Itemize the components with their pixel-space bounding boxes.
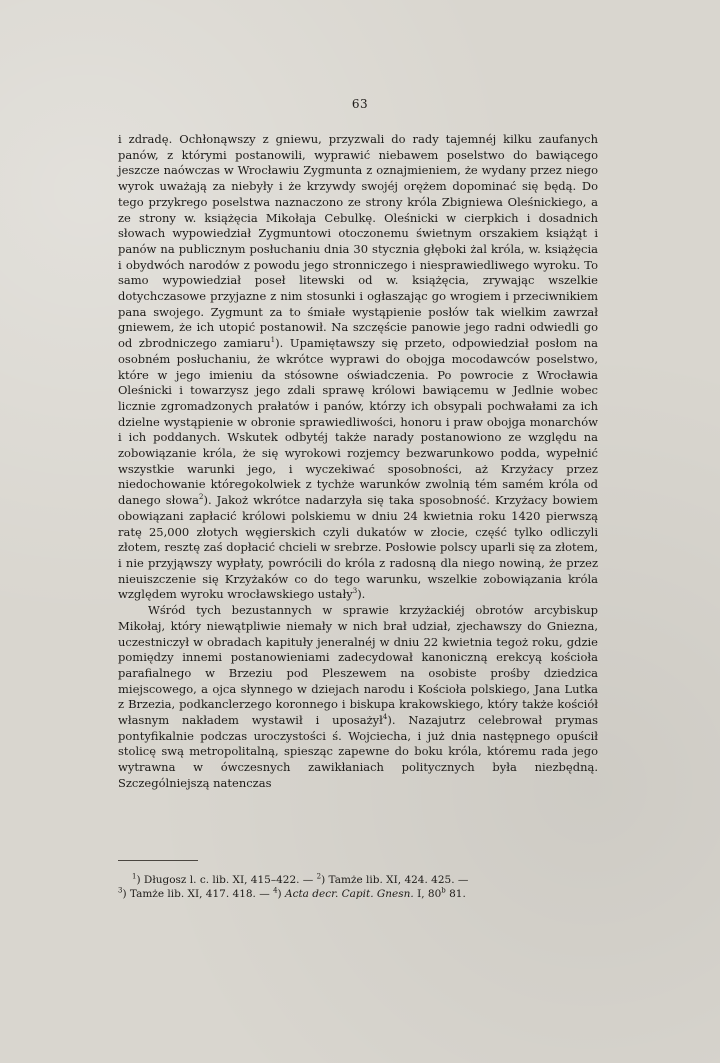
footnote-2-marker: 2 — [316, 872, 322, 881]
paragraph-1-text-2: ). Upamiętawszy się przeto, odpowiedział posłom na osobném posłuchaniu, że wkrótce wyprawi do obojga mocodawców poselstwo, które w jego imieniu da stósowne oświadczenia. Po powrocie z Wrocławia Oleśnicki i towarzysz jego zdali sprawę królowi bawiącemu w Jedlnie wobec licznie zgromadzonych prałatów i panów, którzy ich obsypali pochwałami za ich dzielne wystąpienie w obronie sprawiedliwości, honoru i praw obojga monarchów i ich poddanych. Wskutek odbytéj także narady postanowiono ze względu na zobowiązanie króla, że się wyrokowi rozjemcy bezwarunkowo podda, wypełnić wszystkie warunki jego, i wyczekiwać sposobności, aż Krzyżacy przez niedochowanie któregokolwiek z tychże warunków zwolnią tém samém króla od danego słowa — [118, 336, 598, 508]
paragraph-1-text-3: ). Jakoż wkrótce nadarzyła się taka sposobność. Krzyżacy bowiem obowiązani zapłacić królowi polskiemu w dniu 24 kwietnia roku 1420 pierwszą ratę 25,000 złotych węgierskich czyli dukatów w złocie, część tylko odliczyli złotem, resztę zaś dopłacić chcieli w srebrze. Posłowie polscy uparli się za złotem, i nie przyjąwszy wypłaty, powrócili do króla z radosną dla niego nowiną, że przez nieuiszczenie się Krzyżaków co do tego warunku, wszelkie zobowiązania króla względem wyroku wrocławskiego ustały — [118, 493, 598, 602]
paragraph-2-text-2: ). Nazajutrz celebrował prymas pontyfikalnie podczas uroczystości ś. Wojciecha, i już dnia następnego opuścił stolicę swą metropolitalną, spiesząc zapewne do boku króla, któremu rada jego wytrawna w ówczesnych zawikłaniach politycznych była niezbędną. Szczególniejszą natenczas — [118, 713, 598, 790]
footnote-3-marker: 3 — [118, 886, 123, 895]
footnote-ref-3: 3 — [352, 587, 358, 596]
paragraph-1-text-4: ). — [357, 587, 366, 602]
footnote-4-sup: b — [441, 886, 446, 895]
footnote-4-text: I, 80 — [413, 888, 442, 900]
footnote-ref-2: 2 — [199, 493, 204, 502]
source-title: Acta decr. Capit. Gnesn. — [284, 888, 414, 900]
footnotes — [118, 873, 598, 901]
main-text — [118, 132, 598, 792]
footnote-1-text: ) Długosz l. c. lib. XI, 415–422. — — [136, 874, 317, 886]
footnote-ref-4: 4 — [382, 713, 388, 722]
footnote-4-prefix: ) — [277, 888, 285, 900]
footnote-4-marker: 4 — [273, 886, 278, 895]
footnote-rule — [118, 860, 198, 861]
footnote-2-text: ) Tamże lib. XI, 424. 425. — — [321, 874, 469, 886]
page-number: 63 — [351, 97, 369, 111]
footnote-line-1 — [118, 873, 598, 887]
footnote-3-text: ) Tamże lib. XI, 417. 418. — — [122, 888, 274, 900]
footnote-4-tail: 81. — [445, 888, 466, 900]
paragraph-2 — [118, 603, 598, 791]
paragraph-1-text-1: i zdradę. Ochłonąwszy z gniewu, przyzwali do rady tajemnéj kilku zaufanych panów, z którymi postanowili, wyprawić niebawem poselstwo do bawiącego jeszcze naówczas w Wrocławiu Zygmunta z oznajmieniem, że wydany przez niego wyrok uważają za niebyły i że krzywdy swojéj orężem dopominać się będą. Do tego przykrego poselstwa naznaczono ze strony króla Zbigniewa Oleśnickiego, a ze strony w. książęcia Mikołaja Cebulkę. Oleśnicki w cierpkich i dosadnich słowach wypowiedział Zygmuntowi otoczonemu świetnym orszakiem książąt i panów na publicznym posłuchaniu dnia 30 stycznia głęboki żal króla, w. książęcia i obydwóch narodów z powodu jego stronniczego i niesprawiedliwego wyroku. To samo wypowiedział poseł litewski od w. książęcia, zrywając wszelkie dotychczasowe przyjazne z nim stosunki i ogłaszając go wrogiem i przeciwnikiem pana swojego. Zygmunt za to śmiałe wystąpienie posłów tak wielkim zawrzał gniewem, że ich utopić postanowił. Na szczęście panowie jego radni odwiedli go od zbrodniczego zamiaru — [118, 132, 598, 351]
footnote-1-marker: 1 — [132, 872, 137, 881]
paragraph-1 — [118, 132, 598, 603]
footnote-ref-1: 1 — [270, 336, 276, 345]
paragraph-2-text-1: Wśród tych bezustannych w sprawie krzyżackiéj obrotów arcybiskup Mikołaj, który niewątpliwie niemały w nich brał udział, zjechawszy do Gniezna, uczestniczył w obradach kapituły jeneralnéj w dniu 22 kwietnia tegoż roku, gdzie pomiędzy innemi postanowieniami zadecydował kanoniczną erekcyą kościoła parafialnego w Brzeziu pod Pleszewem na osobiste prośby dziedzica miejscowego, a ojca słynnego w dziejach narodu i Kościoła polskiego, Jana Lutka z Brzezia, podkanclerzego koronnego i biskupa krakowskiego, który także kościół własnym nakładem wystawił i uposażył — [118, 603, 598, 728]
footnote-line-2 — [118, 887, 598, 901]
